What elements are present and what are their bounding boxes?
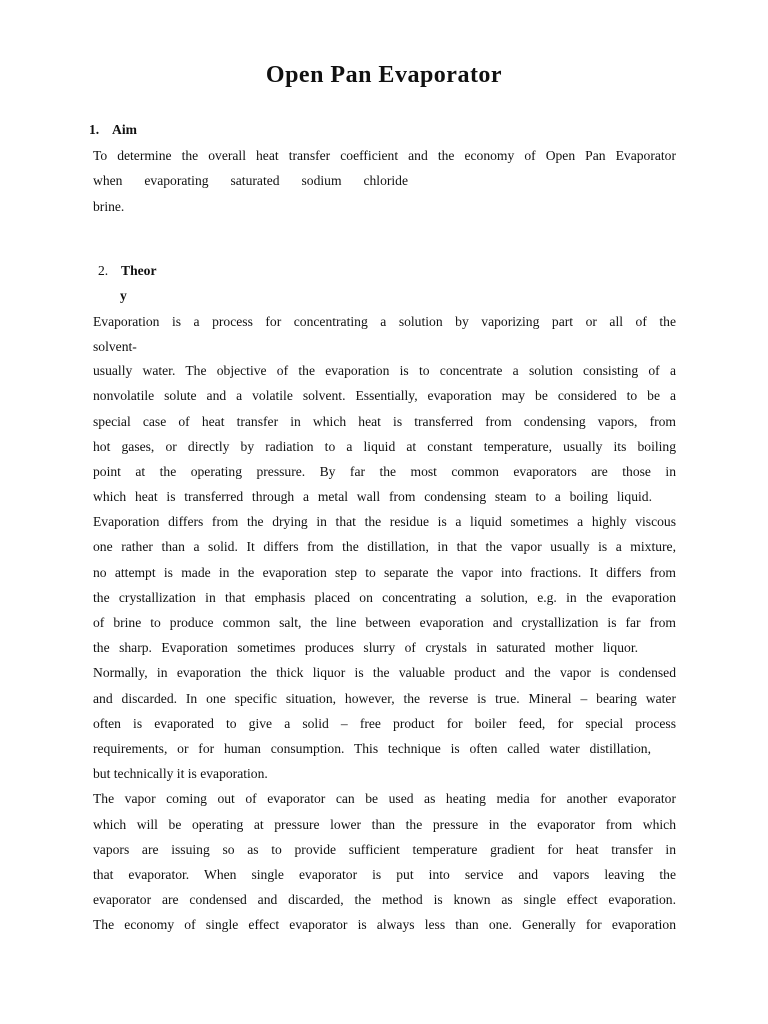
section-2-heading-part-2: y — [120, 288, 127, 303]
theory-line-9: Evaporation differs from the drying in that the residue is a liquid sometimes a highly viscous — [93, 514, 676, 529]
theory-line-13: of brine to produce common salt, the line between evaporation and crystallization is far from — [93, 615, 676, 630]
theory-line-18: requirements, or for human consumption. This technique is often called water distillation, — [93, 741, 651, 756]
theory-line-12: the crystallization in that emphasis placed on concentrating a solution, e.g. in the evaporation — [93, 590, 676, 605]
section-2-heading-part-1: Theor — [121, 263, 157, 278]
theory-line-5: special case of heat transfer in which heat is transferred from condensing vapors, from — [93, 414, 676, 429]
theory-line-16: and discarded. In one specific situation, however, the reverse is true. Mineral – bearing water — [93, 691, 676, 706]
theory-line-22: vapors are issuing so as to provide sufficient temperature gradient for heat transfer in — [93, 842, 676, 857]
theory-line-8: which heat is transferred through a metal wall from condensing steam to a boiling liquid. — [93, 489, 652, 504]
theory-line-7: point at the operating pressure. By far the most common evaporators are those in — [93, 464, 676, 479]
theory-line-11: no attempt is made in the evaporation step to separate the vapor into fractions. It differs from — [93, 565, 676, 580]
theory-line-1: Evaporation is a process for concentrating a solution by vaporizing part or all of the — [93, 314, 676, 329]
theory-line-24: evaporator are condensed and discarded, the method is known as single effect evaporation. — [93, 892, 676, 907]
aim-line-3: brine. — [93, 199, 125, 214]
theory-line-19: but technically it is evaporation. — [93, 766, 268, 781]
aim-line-1: To determine the overall heat transfer coefficient and the economy of Open Pan Evaporator — [93, 148, 676, 163]
theory-line-17: often is evaporated to give a solid – free product for boiler feed, for special process — [93, 716, 676, 731]
theory-line-23: that evaporator. When single evaporator is put into service and vapors leaving the — [93, 867, 676, 882]
page-title: Open Pan Evaporator — [265, 62, 503, 88]
theory-line-14: the sharp. Evaporation sometimes produces slurry of crystals in saturated mother liquor. — [93, 640, 638, 655]
theory-line-2: solvent- — [93, 339, 137, 354]
theory-line-21: which will be operating at pressure lower than the pressure in the evaporator from which — [93, 817, 676, 832]
aim-line-2: when evaporating saturated sodium chloride — [93, 173, 408, 188]
section-1-number: 1. — [89, 122, 100, 137]
theory-line-4: nonvolatile solute and a volatile solvent. Essentially, evaporation may be considered to be a — [93, 388, 676, 403]
theory-line-15: Normally, in evaporation the thick liquor is the valuable product and the vapor is condensed — [93, 665, 676, 680]
theory-line-3: usually water. The objective of the evaporation is to concentrate a solution consisting of a — [93, 363, 676, 378]
section-2-number: 2. — [98, 263, 109, 278]
section-1-heading: Aim — [112, 122, 137, 137]
theory-line-10: one rather than a solid. It differs from the distillation, in that the vapor usually is a mixture, — [93, 539, 676, 554]
theory-line-25: The economy of single effect evaporator is always less than one. Generally for evaporation — [93, 917, 676, 932]
theory-line-20: The vapor coming out of evaporator can be used as heating media for another evaporator — [93, 791, 676, 806]
theory-line-6: hot gases, or directly by radiation to a liquid at constant temperature, usually its boiling — [93, 439, 676, 454]
